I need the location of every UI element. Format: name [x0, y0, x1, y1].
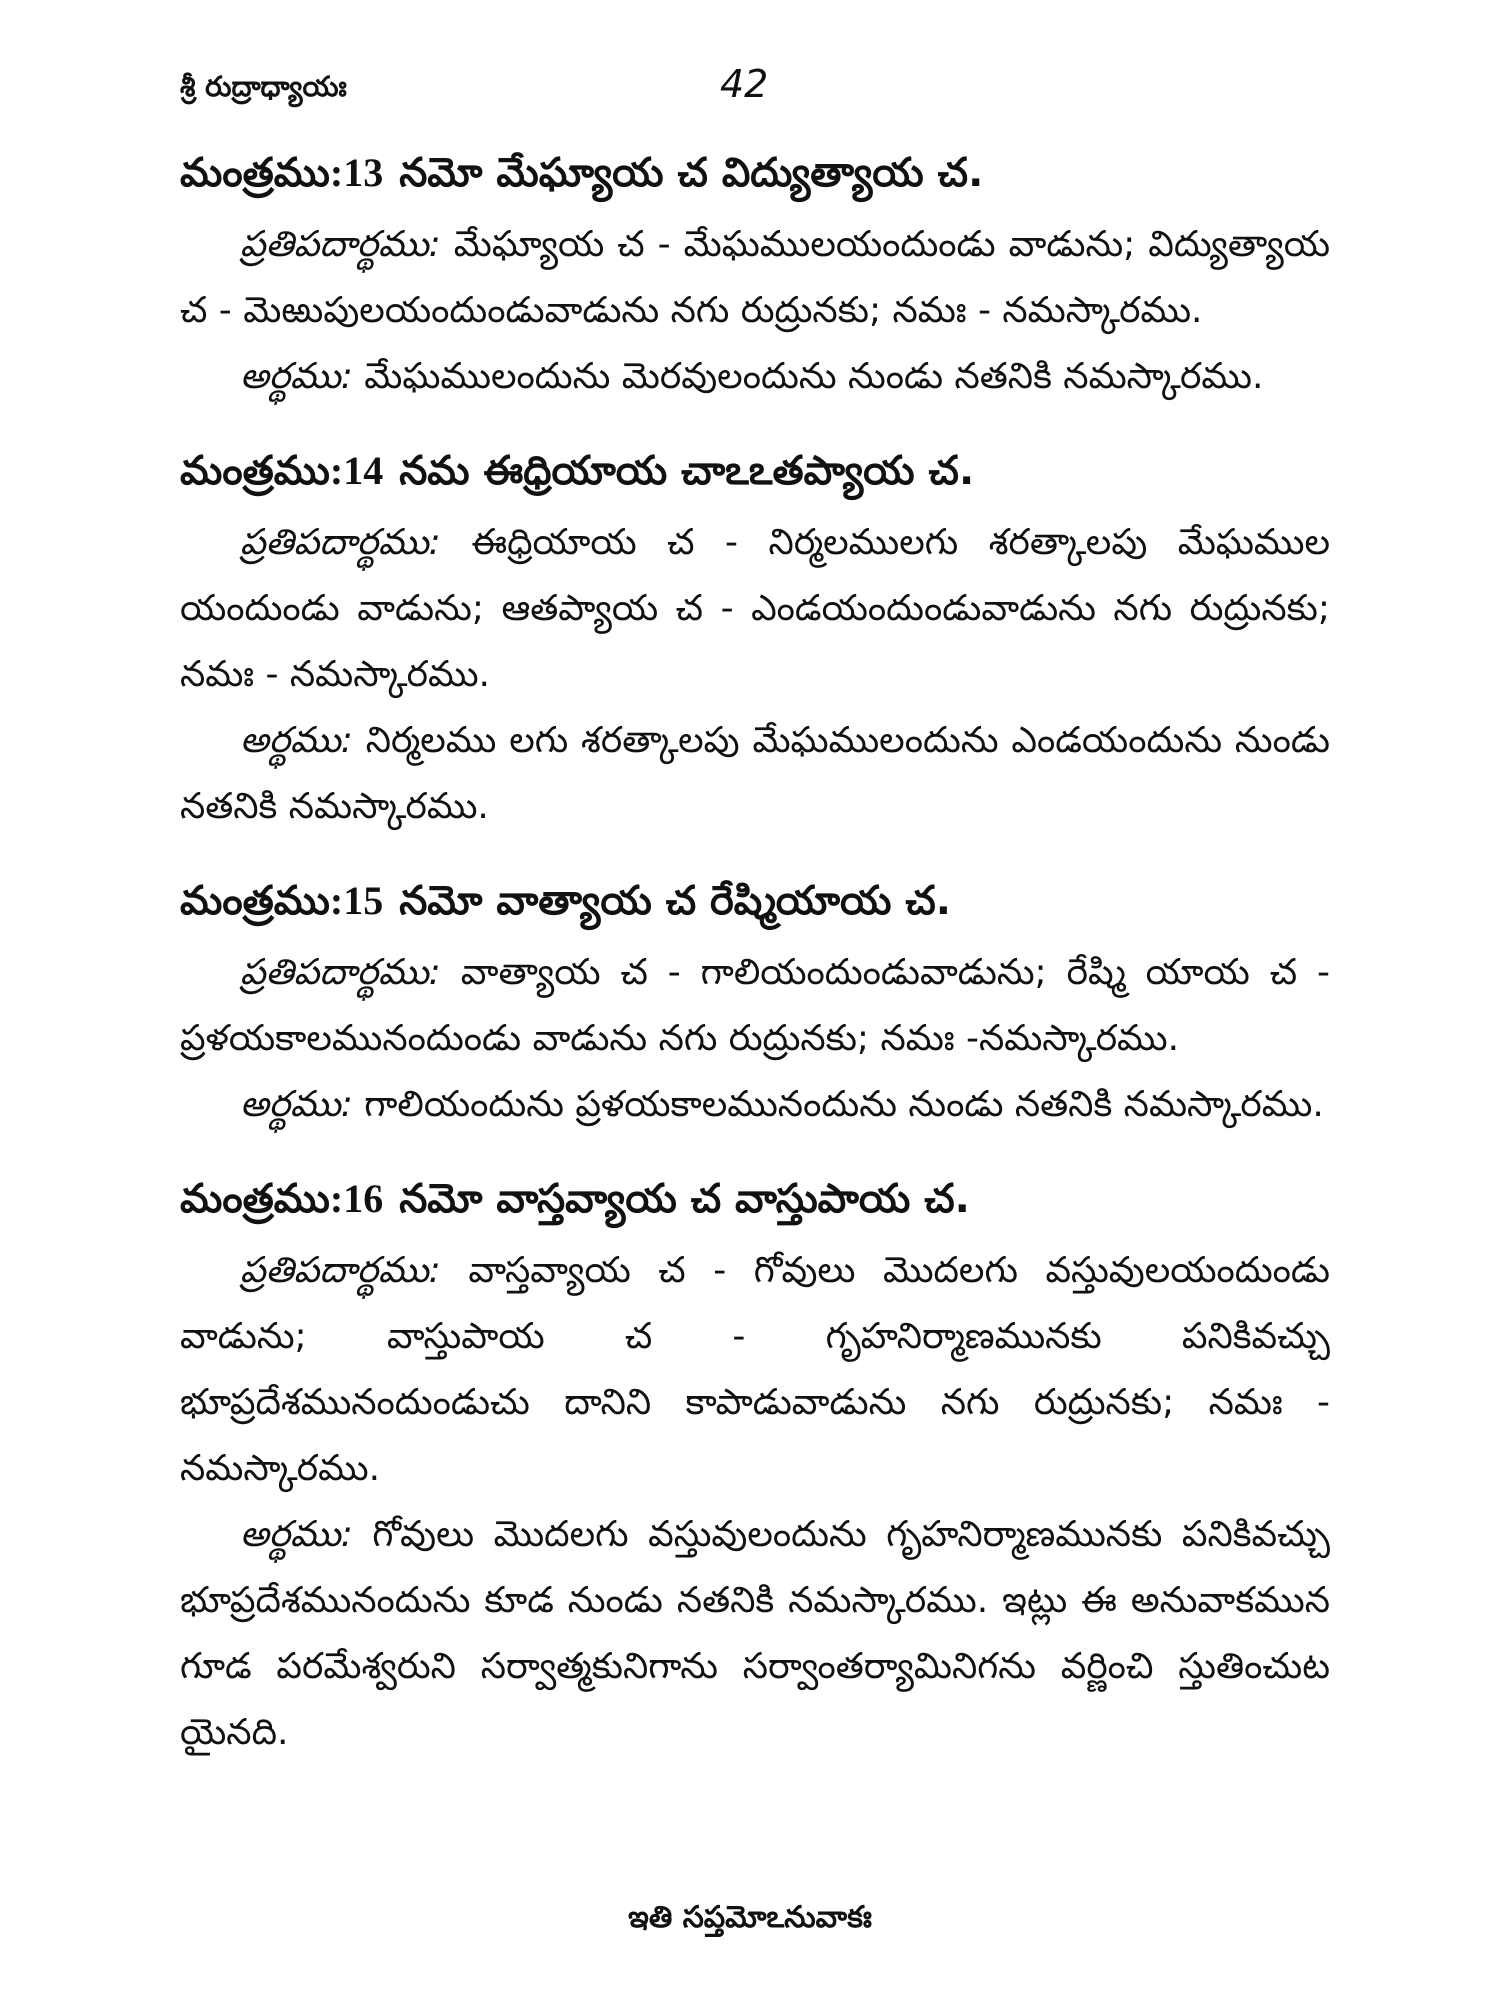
mantra-heading — [180, 1166, 1330, 1232]
mantra-number: మంత్రము:15 — [180, 878, 384, 923]
mantra-text: నమో వాస్తవ్యాయ చ వాస్తుపాయ చ. — [399, 1176, 970, 1222]
meaning-label: అర్థము: — [240, 1514, 353, 1555]
mantra-number: మంత్రము:14 — [180, 448, 384, 493]
page-header — [180, 62, 1320, 122]
meaning-text: నిర్మలము లగు శరత్కాలపు మేఘములందును ఎండయందును నుండు నతనికి నమస్కారము. — [180, 720, 1330, 827]
running-title: శ్రీ రుద్రాధ్యాయః — [180, 70, 347, 103]
section-closing: ఇతి సప్తమోఽనువాకః — [628, 1900, 872, 1935]
mantra-section-14 — [180, 438, 1330, 840]
meaning-paragraph — [180, 1502, 1330, 1766]
meaning-text: మేఘములందును మెరవులందును నుండు నతనికి నమస్కారము. — [352, 356, 1264, 397]
meaning-paragraph — [180, 344, 1330, 410]
meaning-paragraph — [180, 708, 1330, 840]
word-meaning-label: ప్రతిపదార్థము: — [240, 224, 441, 265]
word-meaning-text: మేఘ్యాయ చ - మేఘములయందుండు వాడును; విద్యుత్యాయ చ - మెఱుపులయందుండువాడును నగు రుద్రునకు; నమః - నమస్కారము. — [180, 224, 1330, 331]
mantra-number: మంత్రము:16 — [180, 1176, 384, 1221]
mantra-heading — [180, 868, 1330, 934]
page-body — [180, 140, 1330, 1794]
word-meaning-paragraph — [180, 510, 1330, 708]
meaning-label: అర్థము: — [240, 1084, 353, 1125]
word-meaning-paragraph — [180, 1238, 1330, 1502]
word-meaning-label: ప్రతిపదార్థము: — [240, 1250, 441, 1291]
meaning-text: గాలియందును ప్రళయకాలమునందును నుండు నతనికి నమస్కారము. — [352, 1084, 1324, 1125]
word-meaning-paragraph — [180, 940, 1330, 1072]
word-meaning-label: ప్రతిపదార్థము: — [240, 522, 441, 563]
mantra-section-16 — [180, 1166, 1330, 1766]
meaning-label: అర్థము: — [240, 356, 353, 397]
mantra-heading — [180, 140, 1330, 206]
mantra-section-15 — [180, 868, 1330, 1138]
word-meaning-text: వాస్తవ్యాయ చ - గోవులు మొదలగు వస్తువులయందుండు వాడును; వాస్తుపాయ చ - గృహనిర్మాణమునకు పనికివచ్చు భూప్రదేశమునందుండుచు దానిని కాపాడువాడును నగు రుద్రునకు; నమః - నమస్కారము. — [180, 1250, 1330, 1489]
meaning-label: అర్థము: — [240, 720, 353, 761]
meaning-paragraph — [180, 1072, 1330, 1138]
mantra-heading — [180, 438, 1330, 504]
mantra-text: నమ ఈధ్రియాయ చాఽఽతప్యాయ చ. — [399, 448, 975, 494]
word-meaning-text: ఈధ్రియాయ చ - నిర్మలములగు శరత్కాలపు మేఘముల యందుండు వాడును; ఆతప్యాయ చ - ఎండయందుండువాడును నగు రుద్రునకు; నమః - నమస్కారము. — [180, 522, 1330, 695]
mantra-number: మంత్రము:13 — [180, 150, 384, 195]
mantra-section-13 — [180, 140, 1330, 410]
meaning-text: గోవులు మొదలగు వస్తువులందును గృహనిర్మాణమునకు పనికివచ్చు భూప్రదేశమునందును కూడ నుండు నతనికి నమస్కారము. ఇట్లు ఈ అనువాకమున గూడ పరమేశ్వరుని సర్వాత్మకునిగాను సర్వాంతర్యామినిగను వర్ణించి స్తుతించుట యైనది. — [180, 1514, 1330, 1753]
word-meaning-text: వాత్యాయ చ - గాలియందుండువాడును; రేష్మి యాయ చ - ప్రళయకాలమునందుండు వాడును నగు రుద్రునకు; నమః -నమస్కారము. — [180, 952, 1330, 1059]
word-meaning-paragraph — [180, 212, 1330, 344]
mantra-text: నమో మేఘ్యాయ చ విద్యుత్యాయ చ. — [399, 150, 984, 196]
word-meaning-label: ప్రతిపదార్థము: — [240, 952, 441, 993]
page-number: 42 — [720, 62, 769, 106]
mantra-text: నమో వాత్యాయ చ రేష్మియాయ చ. — [399, 878, 951, 924]
